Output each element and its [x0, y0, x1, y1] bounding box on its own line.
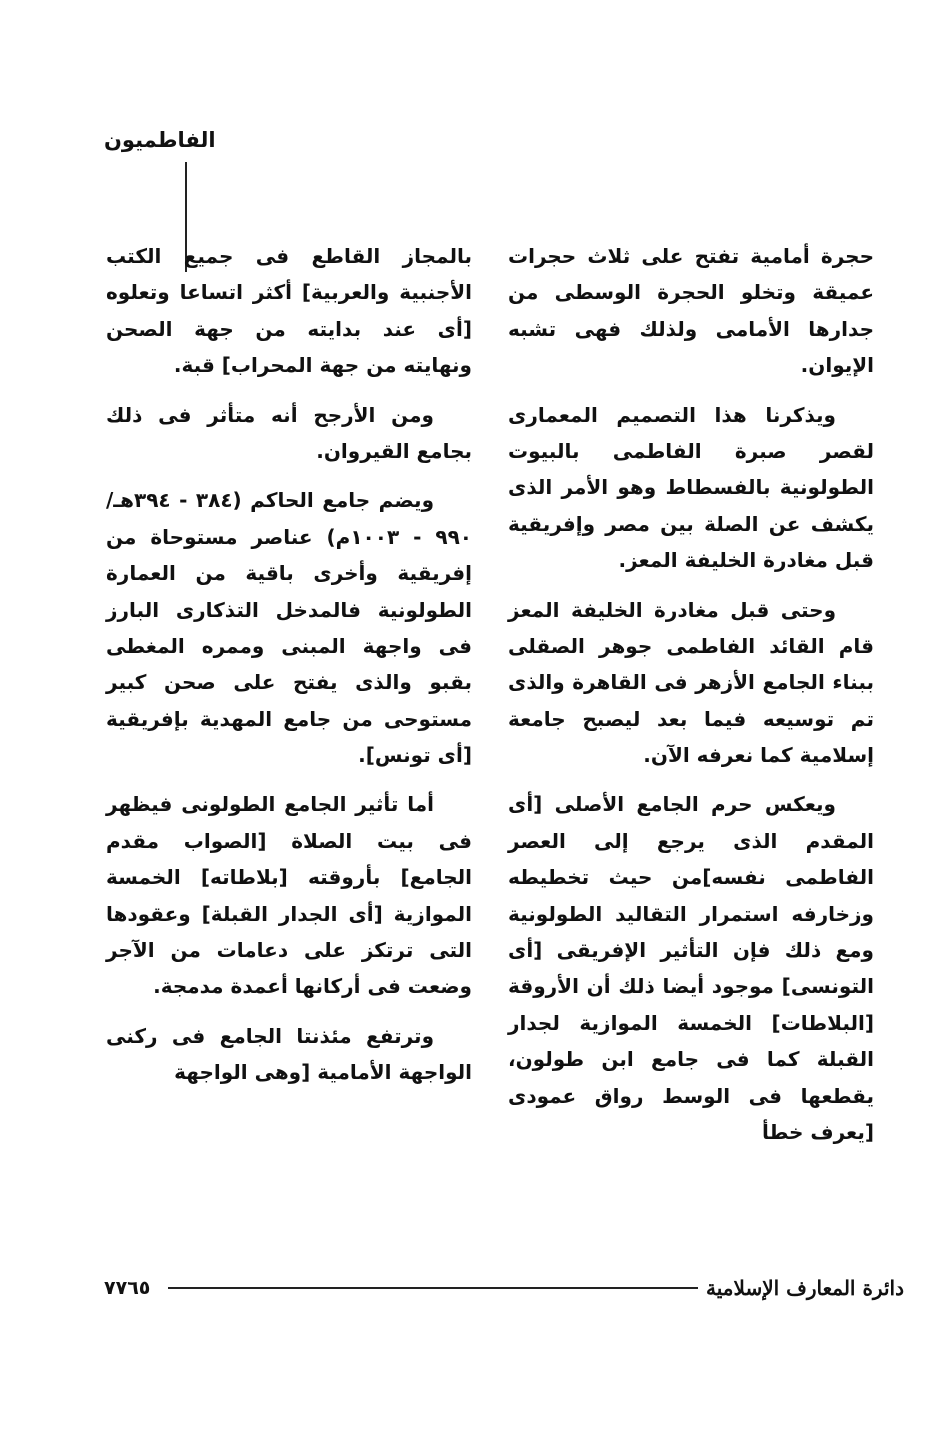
left-column — [106, 238, 472, 1104]
paragraph: أما تأثير الجامع الطولونى فيظهر فى بيت الصلاة [الصواب مقدم الجامع] بأروقته [بلاطاته] الخمسة الموازية [أى الجدار القبلة] وعقودها التى ترتكز على دعامات من الآجر وضعت فى أركانها أعمدة مدمجة. — [106, 792, 472, 999]
paragraph: بالمجاز القاطع فى جميع الكتب الأجنبية والعربية] أكثر اتساعا وتعلوه [أى عند بدايته من جهة الصحن ونهايته من جهة المحراب] قبة. — [106, 244, 472, 378]
paragraph: ويضم جامع الحاكم (٣٨٤ - ٣٩٤هـ/ ٩٩٠ - ١٠٠٣م) عناصر مستوحاة من إفريقية وأخرى باقية من العمارة الطولونية فالمدخل التذكارى البارز فى واجهة المبنى وممره المغطى بقبو والذى يفتح على صحن كبير مستوحى من جامع المهدية بإفريقية [أى تونس]. — [106, 488, 472, 768]
paragraph: وترتفع مئذنتا الجامع فى ركنى الواجهة الأمامية [وهى الواجهة — [106, 1023, 472, 1085]
publication-title: دائرة المعارف الإسلامية — [706, 1276, 904, 1300]
paragraph: وحتى قبل مغادرة الخليفة المعز قام القائد الفاطمى جوهر الصقلى ببناء الجامع الأزهر فى القاهرة والذى تم توسيعه فيما بعد ليصبح جامعة إسلامية كما نعرفه الآن. — [508, 597, 874, 768]
page-footer — [104, 1268, 904, 1308]
paragraph: ويعكس حرم الجامع الأصلى [أى المقدم الذى يرجع إلى العصر الفاطمى نفسه]من حيث تخطيطه وزخارفه استمرار التقاليد الطولونية ومع ذلك فإن التأثير الإفريقى [أى التونسى] موجود أيضا ذلك أن الأروقة [البلاطات] الخمسة الموازية لجدار القبلة كما فى جامع ابن طولون، يقطعها فى الوسط رواق عمودى [يعرف خطأ — [508, 792, 874, 1144]
paragraph: ويذكرنا هذا التصميم المعمارى لقصر صبرة الفاطمى بالبيوت الطولونية بالفسطاط وهو الأمر الذى يكشف عن الصلة بين مصر وإفريقية قبل مغادرة الخليفة المعز. — [508, 402, 874, 573]
running-header: الفاطميون — [104, 128, 216, 152]
paragraph: ومن الأرجح أنه متأثر فى ذلك بجامع القيروان. — [106, 402, 472, 463]
page-number: ٧٧٦٥ — [104, 1277, 151, 1299]
right-column — [508, 238, 874, 1163]
paragraph: حجرة أمامية تفتح على ثلاث حجرات عميقة وتخلو الحجرة الوسطى من جدارها الأمامى ولذلك فهى تشبه الإيوان. — [508, 244, 874, 378]
footer-rule — [168, 1287, 698, 1289]
